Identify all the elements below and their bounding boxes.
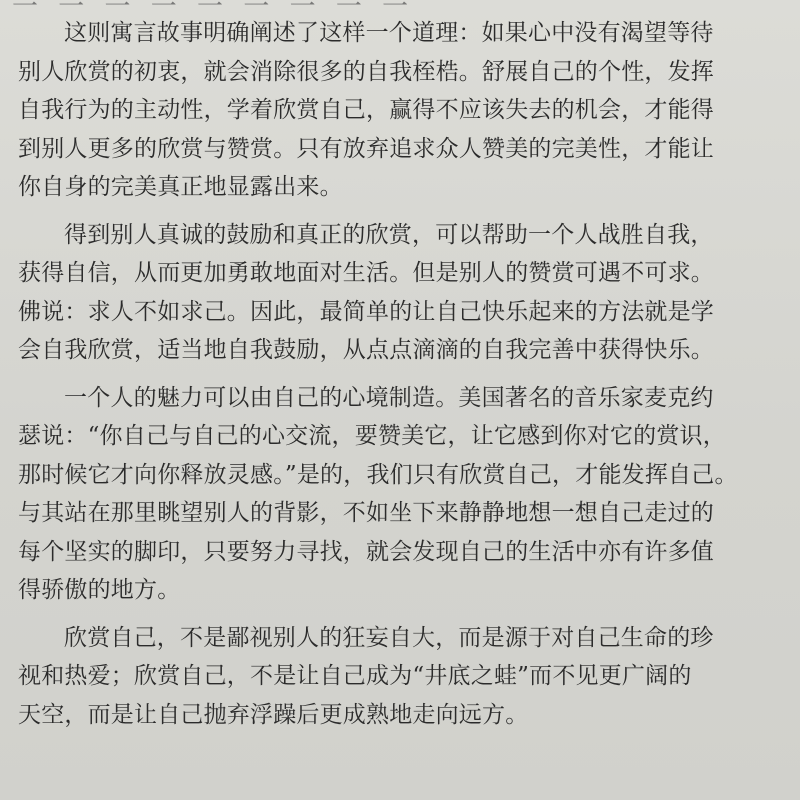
text-line: 你自身的完美真正地显露出来。 xyxy=(18,174,343,200)
text-line: 一个人的魅力可以由自己的心境制造。美国著名的音乐家麦克约 xyxy=(64,384,714,411)
text-line: 别人欣赏的初衷，就会消除很多的自我桎梏。舒展自己的个性，发挥 xyxy=(18,58,714,85)
text-line: 瑟说：“你自己与自己的心交流，要赞美它，让它感到你对它的赏识， xyxy=(18,423,726,449)
paragraph-1 xyxy=(18,14,788,207)
text-line: 天空，而是让自己抛弃浮躁后更成熟地走向远方。 xyxy=(18,701,529,728)
text-line: 获得自信，从而更加勇敢地面对生活。但是别人的赞赏可遇不可求。 xyxy=(18,260,714,286)
text-line: 到别人更多的欣赏与赞赏。只有放弃追求众人赞美的完美性，才能让 xyxy=(18,135,714,162)
text-line: 得骄傲的地方。 xyxy=(18,577,181,603)
text-line: 佛说：求人不如求己。因此，最简单的让自己快乐起来的方法就是学 xyxy=(18,298,714,325)
text-line: 每个坚实的脚印，只要努力寻找，就会发现自己的生活中亦有许多值 xyxy=(18,538,714,565)
text-line: 会自我欣赏，适当地自我鼓励，从点点滴滴的自我完善中获得快乐。 xyxy=(18,337,714,363)
cut-off-line: 一 一 一 一 一 一 一 一 一 xyxy=(12,0,415,22)
previous-text-fragment xyxy=(0,0,800,22)
paragraph-4 xyxy=(18,619,788,735)
text-line: 视和热爱；欣赏自己，不是让自己成为“井底之蛙”而不见更广阔的 xyxy=(18,663,692,689)
text-line: 得到别人真诚的鼓励和真正的欣赏，可以帮助一个人战胜自我， xyxy=(64,221,714,248)
text-line: 自我行为的主动性，学着欣赏自己，赢得不应该失去的机会，才能得 xyxy=(18,97,714,123)
paragraph-3 xyxy=(18,379,788,610)
body-text xyxy=(18,14,788,743)
text-line: 那时候它才向你释放灵感。”是的，我们只有欣赏自己，才能发挥自己。 xyxy=(18,461,738,488)
text-line: 与其站在那里眺望别人的背影，不如坐下来静静地想一想自己走过的 xyxy=(18,500,714,526)
text-line: 欣赏自己，不是鄙视别人的狂妄自大，而是源于对自己生命的珍 xyxy=(64,624,714,651)
paragraph-2 xyxy=(18,216,788,370)
text-line: 这则寓言故事明确阐述了这样一个道理：如果心中没有渴望等待 xyxy=(64,20,714,46)
